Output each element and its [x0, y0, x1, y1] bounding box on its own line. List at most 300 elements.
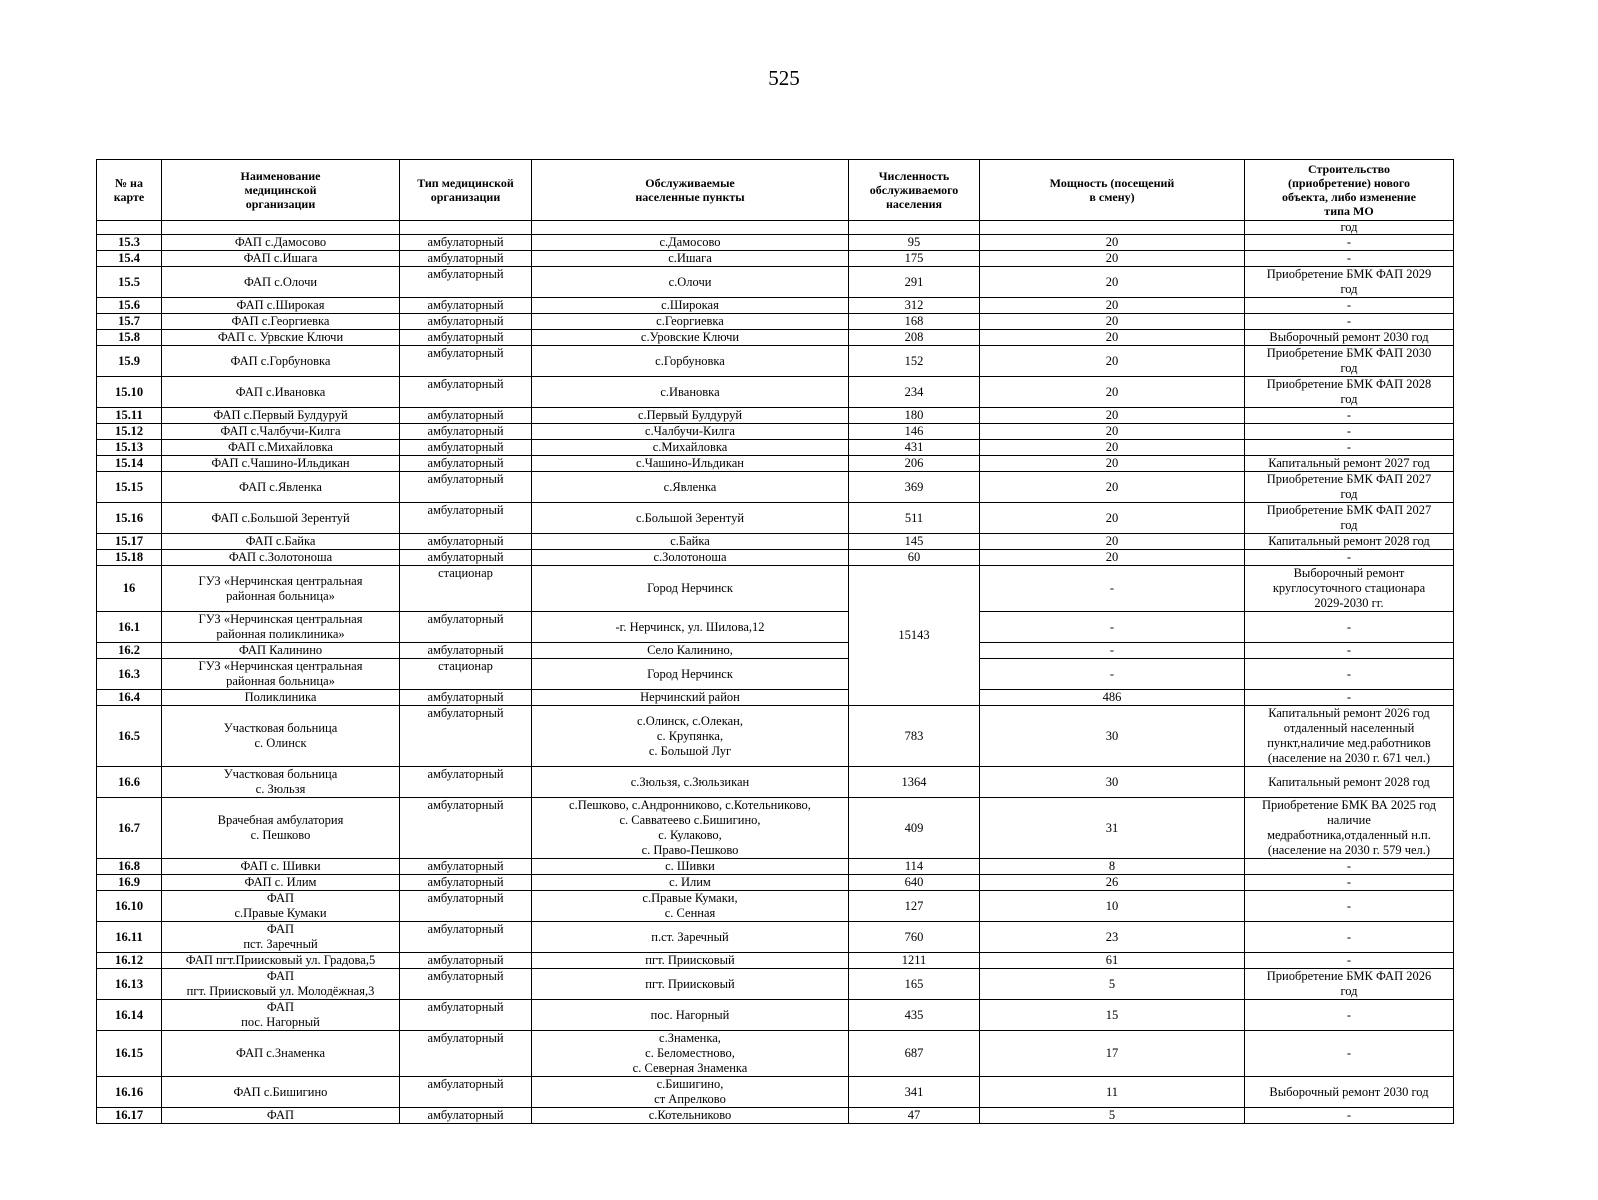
org-name-cell	[162, 550, 400, 566]
cell-line: ФАП	[266, 922, 295, 936]
header-construction	[1245, 160, 1454, 221]
population-cell: 127	[849, 891, 980, 922]
cell-line: с.Правые Кумаки	[234, 906, 327, 920]
org-type-cell: амбулаторный	[400, 875, 532, 891]
cell-line: год	[1340, 361, 1358, 375]
org-type-cell: амбулаторный	[400, 298, 532, 314]
population-cell: 640	[849, 875, 980, 891]
population-cell: 146	[849, 424, 980, 440]
table-row	[97, 408, 1454, 424]
org-type-cell: амбулаторный	[400, 859, 532, 875]
cell-line: ФАП	[266, 891, 295, 905]
map-number-cell: 16.13	[97, 969, 162, 1000]
cell-line: с. Большой Луг	[648, 743, 732, 758]
served-settlements-cell	[532, 1031, 849, 1077]
carryover-row	[97, 221, 1454, 235]
cell-line: ГУЗ «Нерчинская центральная	[198, 612, 363, 626]
cell-line: с. Олинск	[254, 736, 307, 750]
capacity-cell: 5	[980, 969, 1245, 1000]
cell-line: ФАП с.Явленка	[239, 479, 322, 494]
org-name-cell	[162, 298, 400, 314]
org-type-cell: амбулаторный	[400, 891, 532, 922]
cell-line: с.Дамосово	[659, 235, 721, 249]
capacity-cell: 30	[980, 706, 1245, 767]
org-type-cell: амбулаторный	[400, 424, 532, 440]
population-cell: 341	[849, 1077, 980, 1108]
table-row	[97, 566, 1454, 612]
table-row	[97, 659, 1454, 690]
cell-line: медицинской	[244, 183, 317, 197]
capacity-cell: 61	[980, 953, 1245, 969]
cell-line: -	[1346, 643, 1352, 657]
org-type-cell: амбулаторный	[400, 953, 532, 969]
served-settlements-cell	[532, 267, 849, 298]
map-number-cell: 16.15	[97, 1031, 162, 1077]
construction-cell	[1245, 690, 1454, 706]
cell-line: ФАП с.Байка	[245, 534, 316, 548]
cell-line: Выборочный ремонт 2030 год	[1269, 330, 1429, 344]
table-row	[97, 690, 1454, 706]
served-settlements-cell	[532, 969, 849, 1000]
construction-cell	[1245, 267, 1454, 298]
cell-line: ФАП	[266, 969, 295, 983]
cell-line: Капитальный ремонт 2027 год	[1268, 456, 1430, 470]
construction-cell	[1245, 377, 1454, 408]
map-number-cell: 16.4	[97, 690, 162, 706]
map-number-cell: 15.12	[97, 424, 162, 440]
org-name-cell	[162, 251, 400, 267]
construction-cell	[1245, 1108, 1454, 1124]
capacity-cell: 5	[980, 1108, 1245, 1124]
cell-line: 2029-2030 гг.	[1314, 596, 1384, 610]
table-row	[97, 1031, 1454, 1077]
org-type-cell: амбулаторный	[400, 969, 532, 1000]
cell-line: Наименование	[240, 169, 321, 183]
cell-line: населенные пункты	[635, 190, 745, 204]
table-row	[97, 503, 1454, 534]
map-number-cell: 16.12	[97, 953, 162, 969]
cell-line: ФАП с.Георгиевка	[231, 314, 330, 328]
construction-cell	[1245, 550, 1454, 566]
org-type-cell: амбулаторный	[400, 503, 532, 534]
cell-line: с.Большой Зерентуй	[635, 510, 745, 525]
cell-line: ст Апрелково	[654, 1092, 726, 1106]
cell-line: ФАП с. Шивки	[240, 859, 321, 873]
cell-line: пгт. Приисковый	[645, 976, 735, 991]
capacity-cell: 20	[980, 550, 1245, 566]
cell-line: Строительство	[1307, 162, 1391, 176]
cell-line: Приобретение БМК ВА 2025 год	[1261, 798, 1437, 812]
table-header-row	[97, 160, 1454, 221]
served-settlements-cell	[532, 643, 849, 659]
construction-cell	[1245, 424, 1454, 440]
cell-line: -	[1346, 666, 1352, 681]
cell-line: ФАП Калинино	[238, 643, 323, 657]
capacity-cell: 20	[980, 534, 1245, 550]
cell-line: ФАП с.Чалбучи-Килга	[220, 424, 341, 438]
served-settlements-cell	[532, 1000, 849, 1031]
capacity-cell: 20	[980, 330, 1245, 346]
map-number-cell: 15.4	[97, 251, 162, 267]
cell-line: -	[1346, 408, 1352, 422]
table-row	[97, 377, 1454, 408]
construction-cell	[1245, 922, 1454, 953]
cell-line: № на	[115, 176, 143, 190]
served-settlements-cell	[532, 875, 849, 891]
map-number-cell: 15.6	[97, 298, 162, 314]
cell-line: с.Олочи	[668, 274, 712, 289]
cell-line: (приобретение) нового	[1287, 176, 1411, 190]
construction-cell	[1245, 440, 1454, 456]
org-type-cell: амбулаторный	[400, 1000, 532, 1031]
served-settlements-cell	[532, 377, 849, 408]
population-cell: 152	[849, 346, 980, 377]
capacity-cell: 20	[980, 267, 1245, 298]
cell-line: Тип медицинской	[417, 176, 514, 190]
construction-cell	[1245, 1077, 1454, 1108]
cell-line: с. Беломестново,	[645, 1046, 735, 1060]
capacity-cell: 26	[980, 875, 1245, 891]
construction-cell	[1245, 346, 1454, 377]
construction-cell	[1245, 472, 1454, 503]
capacity-cell: 20	[980, 251, 1245, 267]
cell-line: с.Знаменка,	[659, 1031, 721, 1045]
cell-line: Мощность (посещений	[1049, 176, 1175, 190]
cell-line: Капитальный ремонт 2028 год	[1268, 534, 1430, 548]
cell-line: (население на 2030 г. 671 чел.)	[1267, 751, 1431, 765]
population-cell: 114	[849, 859, 980, 875]
cell-line: Город Нерчинск	[647, 666, 733, 681]
construction-cell	[1245, 251, 1454, 267]
org-name-cell	[162, 330, 400, 346]
construction-cell	[1245, 566, 1454, 612]
org-type-cell: амбулаторный	[400, 235, 532, 251]
cell-line: -	[1346, 251, 1352, 265]
cell-line: -	[1346, 619, 1352, 634]
map-number-cell: 15.15	[97, 472, 162, 503]
cell-line: Село Калинино,	[647, 643, 733, 657]
population-cell: 783	[849, 706, 980, 767]
map-number-cell: 16.8	[97, 859, 162, 875]
served-settlements-cell	[532, 953, 849, 969]
map-number-cell: 16.14	[97, 1000, 162, 1031]
cell-line: обслуживаемого	[869, 183, 959, 197]
map-number-cell: 15.16	[97, 503, 162, 534]
capacity-cell: 23	[980, 922, 1245, 953]
served-settlements-cell	[532, 659, 849, 690]
cell-line: ФАП с. Илим	[244, 875, 317, 889]
cell-line: с.Горбуновка	[655, 353, 725, 368]
served-settlements-cell	[532, 314, 849, 330]
cell-line: ФАП с. Урвские Ключи	[217, 330, 344, 344]
population-cell: 180	[849, 408, 980, 424]
table-row	[97, 235, 1454, 251]
population-cell: 234	[849, 377, 980, 408]
table-row	[97, 346, 1454, 377]
org-type-cell: амбулаторный	[400, 440, 532, 456]
cell-line: -	[1346, 898, 1352, 913]
cell-line: ФАП с.Олочи	[243, 274, 318, 289]
population-cell: 409	[849, 798, 980, 859]
population-cell: 435	[849, 1000, 980, 1031]
table-row	[97, 798, 1454, 859]
map-number-cell: 16.11	[97, 922, 162, 953]
population-cell: 1211	[849, 953, 980, 969]
cell-line: -г. Нерчинск, ул. Шилова,12	[615, 619, 765, 634]
map-number-cell: 15.5	[97, 267, 162, 298]
cell-line: год	[1340, 984, 1358, 998]
map-number-cell: 15.3	[97, 235, 162, 251]
org-name-cell	[162, 314, 400, 330]
table-row	[97, 251, 1454, 267]
cell-line: ФАП с.Широкая	[236, 298, 325, 312]
cell-line: с.Байка	[670, 534, 710, 548]
capacity-cell: 20	[980, 377, 1245, 408]
capacity-cell: 20	[980, 456, 1245, 472]
cell-line: пст. Заречный	[243, 937, 318, 951]
construction-cell	[1245, 891, 1454, 922]
served-settlements-cell	[532, 550, 849, 566]
cell-line: Численность	[878, 169, 950, 183]
map-number-cell: 16.17	[97, 1108, 162, 1124]
construction-cell	[1245, 1000, 1454, 1031]
capacity-cell: -	[980, 659, 1245, 690]
cell-line: с. Сенная	[664, 906, 716, 920]
org-type-cell: амбулаторный	[400, 798, 532, 859]
cell-line: ФАП пгт.Приисковый ул. Градова,5	[185, 953, 376, 967]
org-name-cell	[162, 690, 400, 706]
org-name-cell	[162, 377, 400, 408]
cell-line: Приобретение БМК ФАП 2027	[1266, 503, 1432, 517]
population-cell: 291	[849, 267, 980, 298]
table-row	[97, 472, 1454, 503]
map-number-cell: 15.7	[97, 314, 162, 330]
cell-line: Обслуживаемые	[645, 176, 735, 190]
cell-line: Капитальный ремонт 2028 год	[1268, 774, 1430, 789]
capacity-cell: 17	[980, 1031, 1245, 1077]
cell-line: отдаленный населенный	[1283, 721, 1415, 735]
org-type-cell: амбулаторный	[400, 534, 532, 550]
table-row	[97, 424, 1454, 440]
population-cell: 208	[849, 330, 980, 346]
org-name-cell	[162, 346, 400, 377]
cell-line: объекта, либо изменение	[1282, 190, 1416, 204]
cell-line: медработника,отдаленный н.п.	[1267, 828, 1431, 842]
map-number-cell: 16.1	[97, 612, 162, 643]
population-cell: 511	[849, 503, 980, 534]
capacity-cell: 20	[980, 472, 1245, 503]
served-settlements-cell	[532, 1108, 849, 1124]
served-settlements-cell	[532, 534, 849, 550]
capacity-cell: 20	[980, 298, 1245, 314]
header-type	[400, 160, 532, 221]
table-row	[97, 706, 1454, 767]
cell-line: -	[1346, 1108, 1352, 1122]
cell-line: ФАП	[266, 1108, 295, 1122]
cell-line: с.Правые Кумаки,	[642, 891, 738, 905]
map-number-cell: 15.14	[97, 456, 162, 472]
cell-line: Приобретение БМК ФАП 2029	[1266, 267, 1432, 281]
cell-line: -	[1346, 690, 1352, 704]
cell-line: круглосуточного стационара	[1272, 581, 1426, 595]
org-type-cell: амбулаторный	[400, 314, 532, 330]
org-name-cell	[162, 1077, 400, 1108]
construction-cell	[1245, 612, 1454, 643]
cell-line: -	[1346, 1007, 1352, 1022]
org-type-cell: стационар	[400, 659, 532, 690]
cell-line: с.Чашино-Ильдикан	[636, 456, 744, 470]
cell-line: типа МО	[1324, 204, 1374, 218]
cell-line: ФАП с.Золотоноша	[228, 550, 333, 564]
table-row	[97, 953, 1454, 969]
table-row	[97, 643, 1454, 659]
cell-line: -	[1346, 929, 1352, 944]
served-settlements-cell	[532, 424, 849, 440]
population-cell: 145	[849, 534, 980, 550]
population-cell: 687	[849, 1031, 980, 1077]
population-cell: 165	[849, 969, 980, 1000]
org-type-cell: амбулаторный	[400, 550, 532, 566]
org-name-cell	[162, 1031, 400, 1077]
cell-line: пос. Нагорный	[650, 1007, 730, 1022]
map-number-cell: 15.13	[97, 440, 162, 456]
served-settlements-cell	[532, 859, 849, 875]
cell-line: с. Крупянка,	[656, 728, 724, 743]
map-number-cell: 15.10	[97, 377, 162, 408]
cell-line: ФАП	[266, 1000, 295, 1014]
cell-line: п.ст. Заречный	[651, 929, 729, 944]
org-name-cell	[162, 235, 400, 251]
cell-line: Поликлиника	[244, 690, 317, 704]
served-settlements-cell	[532, 503, 849, 534]
cell-line: Приобретение БМК ФАП 2030	[1266, 346, 1432, 360]
cell-line: с.Чалбучи-Килга	[645, 424, 735, 438]
cell-line: организации	[245, 197, 316, 211]
cell-line: ФАП с.Ишага	[243, 251, 318, 265]
org-name-cell	[162, 953, 400, 969]
construction-cell	[1245, 1031, 1454, 1077]
capacity-cell: -	[980, 566, 1245, 612]
org-type-cell: амбулаторный	[400, 267, 532, 298]
table-row	[97, 314, 1454, 330]
table-row	[97, 891, 1454, 922]
org-name-cell	[162, 440, 400, 456]
construction-cell	[1245, 298, 1454, 314]
served-settlements-cell	[532, 346, 849, 377]
cell-line: Приобретение БМК ФАП 2028	[1266, 377, 1432, 391]
cell-line: год	[1340, 392, 1358, 406]
table-row	[97, 440, 1454, 456]
org-name-cell	[162, 798, 400, 859]
cell-line: с. Пешково	[250, 828, 311, 842]
cell-line: -	[1346, 1046, 1352, 1060]
org-type-cell: амбулаторный	[400, 767, 532, 798]
capacity-cell: 486	[980, 690, 1245, 706]
cell-line: год	[1340, 487, 1358, 501]
cell-line: с.Бишигино,	[656, 1077, 724, 1091]
header-capacity	[980, 160, 1245, 221]
capacity-cell: 20	[980, 408, 1245, 424]
cell-line: районная больница»	[226, 674, 335, 688]
construction-cell	[1245, 969, 1454, 1000]
capacity-cell: 8	[980, 859, 1245, 875]
served-settlements-cell	[532, 891, 849, 922]
org-type-cell: амбулаторный	[400, 922, 532, 953]
served-settlements-cell	[532, 408, 849, 424]
cell-line: -	[1346, 875, 1352, 889]
capacity-cell: -	[980, 612, 1245, 643]
org-name-cell	[162, 969, 400, 1000]
cell-line: ФАП с.Чашино-Ильдикан	[211, 456, 350, 470]
construction-cell	[1245, 953, 1454, 969]
population-cell: 369	[849, 472, 980, 503]
org-name-cell	[162, 566, 400, 612]
cell-line: -	[1346, 424, 1352, 438]
served-settlements-cell	[532, 440, 849, 456]
org-name-cell	[162, 1000, 400, 1031]
cell-line: с.Ивановка	[660, 384, 720, 399]
org-type-cell: амбулаторный	[400, 1031, 532, 1077]
cell-line: Приобретение БМК ФАП 2026	[1266, 969, 1432, 983]
org-name-cell	[162, 408, 400, 424]
org-type-cell: амбулаторный	[400, 330, 532, 346]
served-settlements-cell	[532, 298, 849, 314]
population-cell: 15143	[849, 566, 980, 706]
org-name-cell	[162, 643, 400, 659]
capacity-cell: 30	[980, 767, 1245, 798]
cell-line: ФАП с.Горбуновка	[230, 353, 331, 368]
capacity-cell: 20	[980, 503, 1245, 534]
table-row	[97, 267, 1454, 298]
org-name-cell	[162, 267, 400, 298]
construction-cell	[1245, 859, 1454, 875]
cell-line: с.Золотоноша	[653, 550, 727, 564]
served-settlements-cell	[532, 706, 849, 767]
org-name-cell	[162, 424, 400, 440]
cell-line: ФАП с.Михайловка	[228, 440, 333, 454]
population-cell: 312	[849, 298, 980, 314]
cell-line: ФАП с.Знаменка	[235, 1046, 326, 1060]
cell-line: -	[1346, 859, 1352, 873]
cell-line: в смену)	[1089, 190, 1135, 204]
org-name-cell	[162, 859, 400, 875]
map-number-cell: 16.5	[97, 706, 162, 767]
capacity-cell: 20	[980, 314, 1245, 330]
capacity-cell: 20	[980, 440, 1245, 456]
cell-line: с. Шивки	[665, 859, 715, 873]
served-settlements-cell	[532, 798, 849, 859]
org-name-cell	[162, 659, 400, 690]
org-type-cell: амбулаторный	[400, 612, 532, 643]
map-number-cell: 15.18	[97, 550, 162, 566]
map-number-cell: 15.17	[97, 534, 162, 550]
org-type-cell: амбулаторный	[400, 408, 532, 424]
table-row	[97, 969, 1454, 1000]
construction-cell	[1245, 314, 1454, 330]
capacity-cell: 15	[980, 1000, 1245, 1031]
map-number-cell: 16.6	[97, 767, 162, 798]
population-cell: 175	[849, 251, 980, 267]
construction-cell	[1245, 798, 1454, 859]
population-cell: 431	[849, 440, 980, 456]
table-row	[97, 859, 1454, 875]
table-row	[97, 298, 1454, 314]
cell-line: Врачебная амбулатория	[217, 813, 344, 827]
population-cell: 60	[849, 550, 980, 566]
org-type-cell: амбулаторный	[400, 706, 532, 767]
org-type-cell: амбулаторный	[400, 377, 532, 408]
page-number: 525	[768, 66, 800, 90]
